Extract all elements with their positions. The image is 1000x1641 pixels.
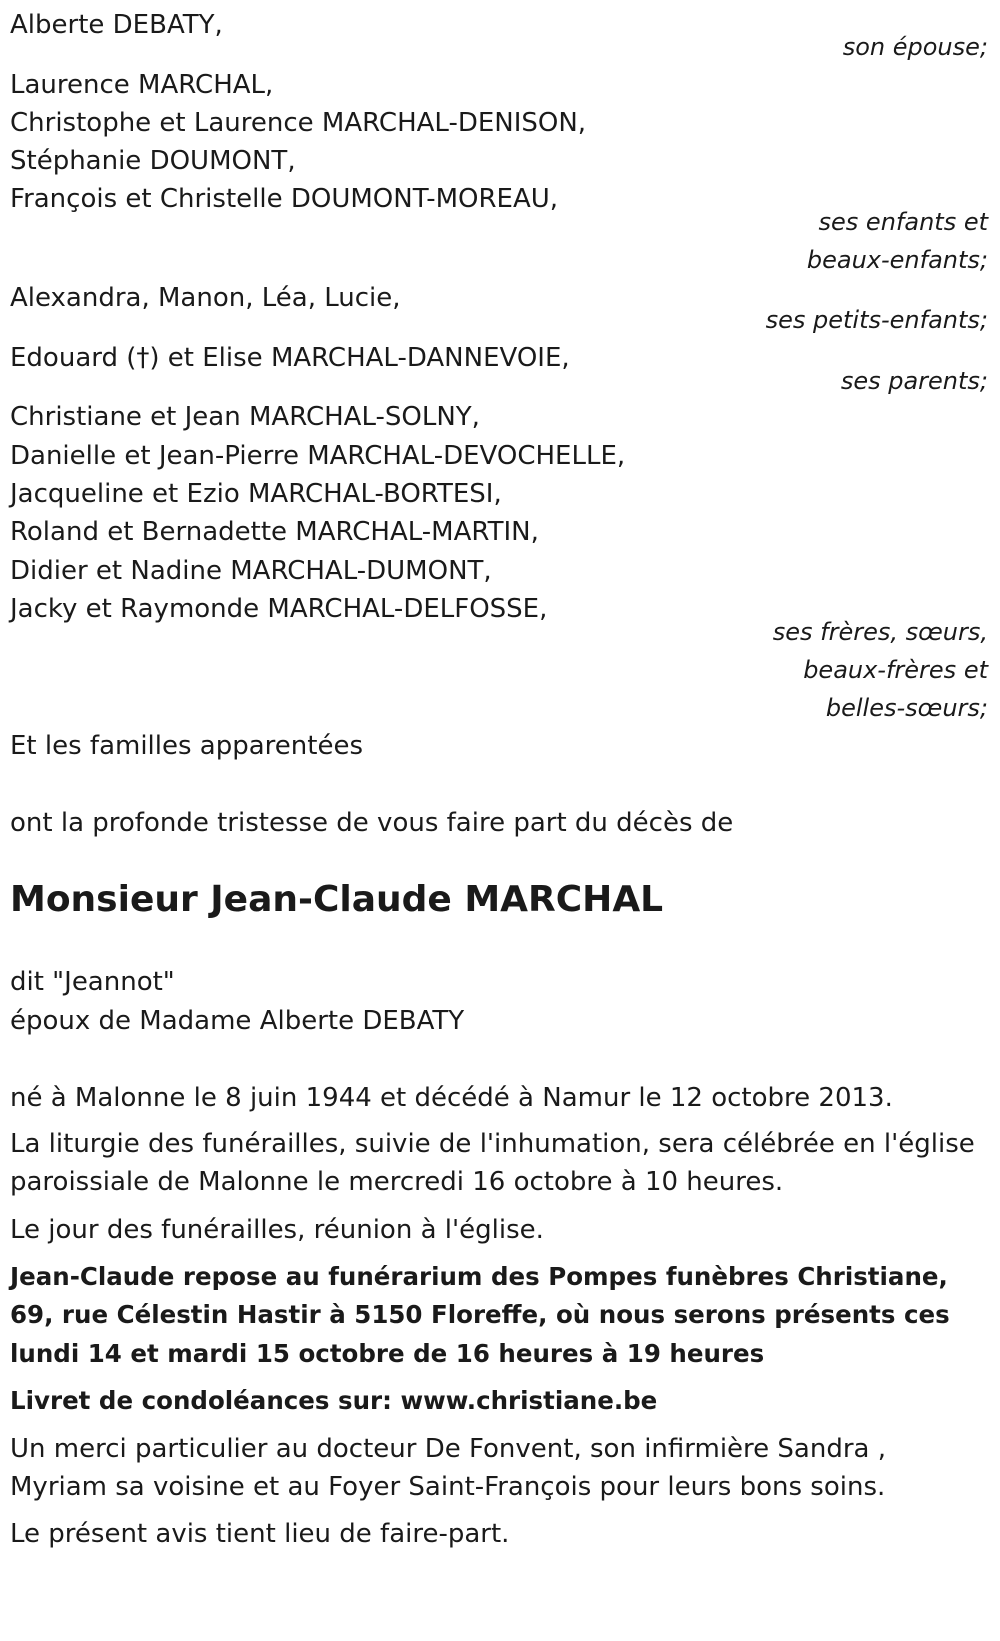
family-name-line: François et Christelle DOUMONT-MOREAU, — [10, 184, 559, 214]
relation-label: ses parents; — [840, 367, 988, 395]
deceased-name: Monsieur Jean-Claude MARCHAL — [10, 879, 664, 920]
nickname-line: dit "Jeannot" — [10, 967, 175, 997]
closing-line: Le présent avis tient lieu de faire-part. — [10, 1519, 510, 1549]
family-name-line: Christiane et Jean MARCHAL-SOLNY, — [10, 402, 480, 432]
families-line: Et les familles apparentées — [10, 731, 364, 761]
family-name-line: Roland et Bernadette MARCHAL-MARTIN, — [10, 517, 539, 547]
family-name-line: Didier et Nadine MARCHAL-DUMONT, — [10, 556, 492, 586]
relation-label: ses frères, sœurs, — [772, 618, 988, 646]
family-name-line: Laurence MARCHAL, — [10, 70, 274, 100]
family-name-line: Stéphanie DOUMONT, — [10, 146, 296, 176]
funerarium-line: 69, rue Célestin Hastir à 5150 Floreffe, où nous serons présents ces — [10, 1300, 950, 1329]
relation-label: beaux-enfants; — [806, 246, 988, 274]
relation-label: son épouse; — [842, 33, 988, 61]
family-name-line: Danielle et Jean-Pierre MARCHAL-DEVOCHELLE, — [10, 441, 626, 471]
family-name-line: Alexandra, Manon, Léa, Lucie, — [10, 283, 401, 313]
relation-label: belles-sœurs; — [825, 694, 988, 722]
family-name-line: Jacky et Raymonde MARCHAL-DELFOSSE, — [10, 594, 548, 624]
funerarium-line: Jean-Claude repose au funérarium des Pompes funèbres Christiane, — [10, 1262, 948, 1291]
announcement-line: ont la profonde tristesse de vous faire part du décès de — [10, 808, 734, 838]
liturgy-line: paroissiale de Malonne le mercredi 16 octobre à 10 heures. — [10, 1167, 784, 1197]
relation-label: ses enfants et — [818, 208, 988, 236]
family-name-line: Edouard (†) et Elise MARCHAL-DANNEVOIE, — [10, 343, 570, 373]
family-name-line: Jacqueline et Ezio MARCHAL-BORTESI, — [10, 479, 502, 509]
thanks-line: Un merci particulier au docteur De Fonvent, son infirmière Sandra , — [10, 1434, 887, 1464]
relation-label: beaux-frères et — [803, 656, 988, 684]
funerarium-line: lundi 14 et mardi 15 octobre de 16 heures à 19 heures — [10, 1339, 765, 1368]
family-name-line: Alberte DEBATY, — [10, 10, 223, 40]
family-name-line: Christophe et Laurence MARCHAL-DENISON, — [10, 108, 587, 138]
relation-label: ses petits-enfants; — [765, 306, 988, 334]
dates-line: né à Malonne le 8 juin 1944 et décédé à Namur le 12 octobre 2013. — [10, 1083, 893, 1113]
condolences-line: Livret de condoléances sur: www.christiane.be — [10, 1386, 658, 1415]
spouse-line: époux de Madame Alberte DEBATY — [10, 1006, 465, 1036]
thanks-line: Myriam sa voisine et au Foyer Saint-François pour leurs bons soins. — [10, 1472, 886, 1502]
meeting-line: Le jour des funérailles, réunion à l'église. — [10, 1215, 544, 1245]
liturgy-line: La liturgie des funérailles, suivie de l'inhumation, sera célébrée en l'église — [10, 1129, 975, 1159]
